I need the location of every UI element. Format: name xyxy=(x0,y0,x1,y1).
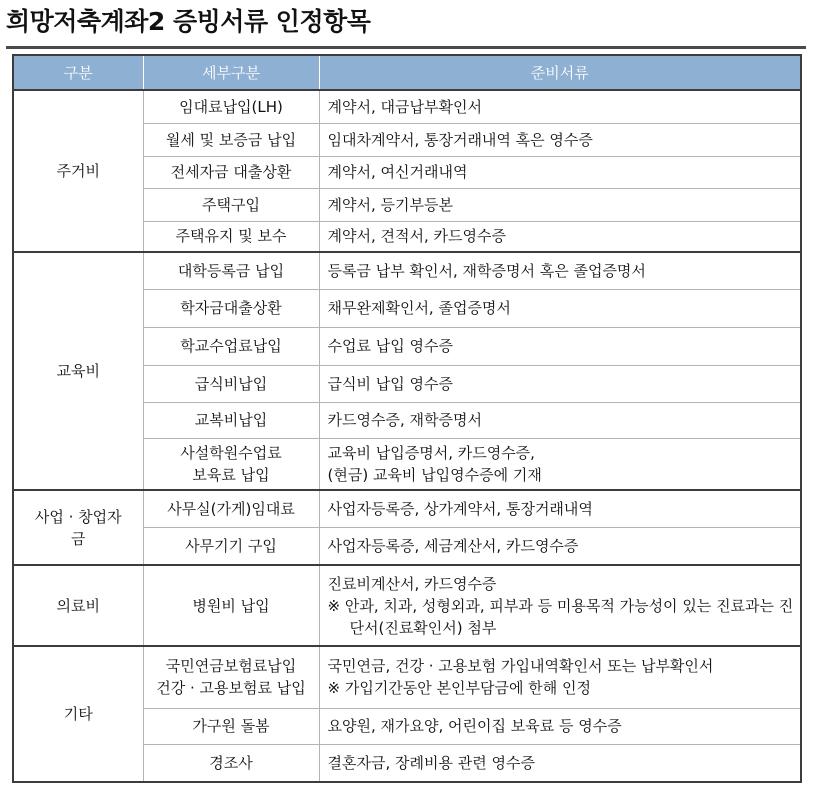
documents-cell: 임대차계약서, 통장거래내역 혹은 영수증 xyxy=(319,123,801,156)
subcategory-cell: 급식비납입 xyxy=(143,365,319,402)
documents-cell: 계약서, 대금납부확인서 xyxy=(319,90,801,123)
documents-cell: 채무완제확인서, 졸업증명서 xyxy=(319,289,801,327)
table-row xyxy=(13,646,801,708)
header-documents: 준비서류 xyxy=(319,55,801,90)
header-subcategory: 세부구분 xyxy=(143,55,319,90)
subcategory-cell: 경조사 xyxy=(143,744,319,782)
subcategory-cell: 가구원 돌봄 xyxy=(143,708,319,744)
documents-line: (현금) 교육비 납입영수증에 기재 xyxy=(327,465,542,484)
subcategory-cell: 주택유지 및 보수 xyxy=(143,221,319,252)
subcategory-cell xyxy=(143,646,319,708)
page-title: 희망저축계좌2 증빙서류 인정항목 xyxy=(6,7,371,36)
table-row xyxy=(13,252,801,289)
subcategory-line: 국민연금보험료납입 xyxy=(165,657,297,676)
category-label: 사업 · 창업자 xyxy=(34,507,122,526)
evidence-documents-table xyxy=(12,54,802,783)
subcategory-cell: 병원비 납입 xyxy=(143,565,319,646)
documents-cell: 요양원, 재가요양, 어린이집 보육료 등 영수증 xyxy=(319,708,801,744)
table-header-row xyxy=(13,55,801,90)
documents-note: ※ 가입기간동안 본인부담금에 한해 인정 xyxy=(327,679,591,698)
category-cell xyxy=(13,252,143,490)
category-label: 의료비 xyxy=(56,596,100,615)
documents-cell xyxy=(319,565,801,646)
category-cell xyxy=(13,490,143,565)
subcategory-cell: 주택구입 xyxy=(143,188,319,221)
documents-line: 국민연금, 건강 · 고용보험 가입내역확인서 또는 납부확인서 xyxy=(327,657,714,676)
subcategory-line: 보육료 납입 xyxy=(192,465,270,484)
subcategory-cell: 대학등록금 납입 xyxy=(143,252,319,289)
documents-cell: 계약서, 견적서, 카드영수증 xyxy=(319,221,801,252)
subcategory-cell: 전세자금 대출상환 xyxy=(143,156,319,188)
documents-cell: 급식비 납입 영수증 xyxy=(319,365,801,402)
title-underline xyxy=(6,46,806,49)
subcategory-cell: 임대료납입(LH) xyxy=(143,90,319,123)
documents-cell: 등록금 납부 확인서, 재학증명서 혹은 졸업증명서 xyxy=(319,252,801,289)
subcategory-cell: 학교수업료납입 xyxy=(143,327,319,365)
subcategory-cell xyxy=(143,438,319,490)
category-label: 주거비 xyxy=(56,162,100,180)
documents-cell xyxy=(319,646,801,708)
documents-line: 교육비 납입증명서, 카드영수증, xyxy=(327,443,535,462)
documents-cell: 카드영수증, 재학증명서 xyxy=(319,402,801,438)
documents-cell xyxy=(319,438,801,490)
table-row xyxy=(13,490,801,527)
table-row xyxy=(13,90,801,123)
category-label: 교육비 xyxy=(56,362,100,380)
category-cell xyxy=(13,646,143,782)
documents-cell: 수업료 납입 영수증 xyxy=(319,327,801,365)
documents-line: 진료비계산서, 카드영수증 xyxy=(327,574,497,593)
subcategory-cell: 사무실(가게)임대료 xyxy=(143,490,319,527)
category-cell xyxy=(13,90,143,252)
documents-cell: 사업자등록증, 세금계산서, 카드영수증 xyxy=(319,527,801,565)
subcategory-cell: 학자금대출상환 xyxy=(143,289,319,327)
documents-cell: 사업자등록증, 상가계약서, 통장거래내역 xyxy=(319,490,801,527)
subcategory-line: 사설학원수업료 xyxy=(180,443,282,462)
subcategory-cell: 사무기기 구입 xyxy=(143,527,319,565)
documents-cell: 계약서, 등기부등본 xyxy=(319,188,801,221)
subcategory-cell: 월세 및 보증금 납입 xyxy=(143,123,319,156)
documents-cell: 결혼자금, 장례비용 관련 영수증 xyxy=(319,744,801,782)
documents-cell: 계약서, 여신거래내역 xyxy=(319,156,801,188)
subcategory-line: 건강 · 고용보험료 납입 xyxy=(156,679,306,698)
category-cell xyxy=(13,565,143,646)
category-label-cont: 금 xyxy=(71,529,86,548)
documents-note: ※ 안과, 치과, 성형외과, 피부과 등 미용목적 가능성이 있는 진료과는 진단서(진료확인서) 첨부 xyxy=(327,596,794,637)
table-row xyxy=(13,565,801,646)
subcategory-cell: 교복비납입 xyxy=(143,402,319,438)
header-category: 구분 xyxy=(13,55,143,90)
category-label: 기타 xyxy=(63,705,93,723)
